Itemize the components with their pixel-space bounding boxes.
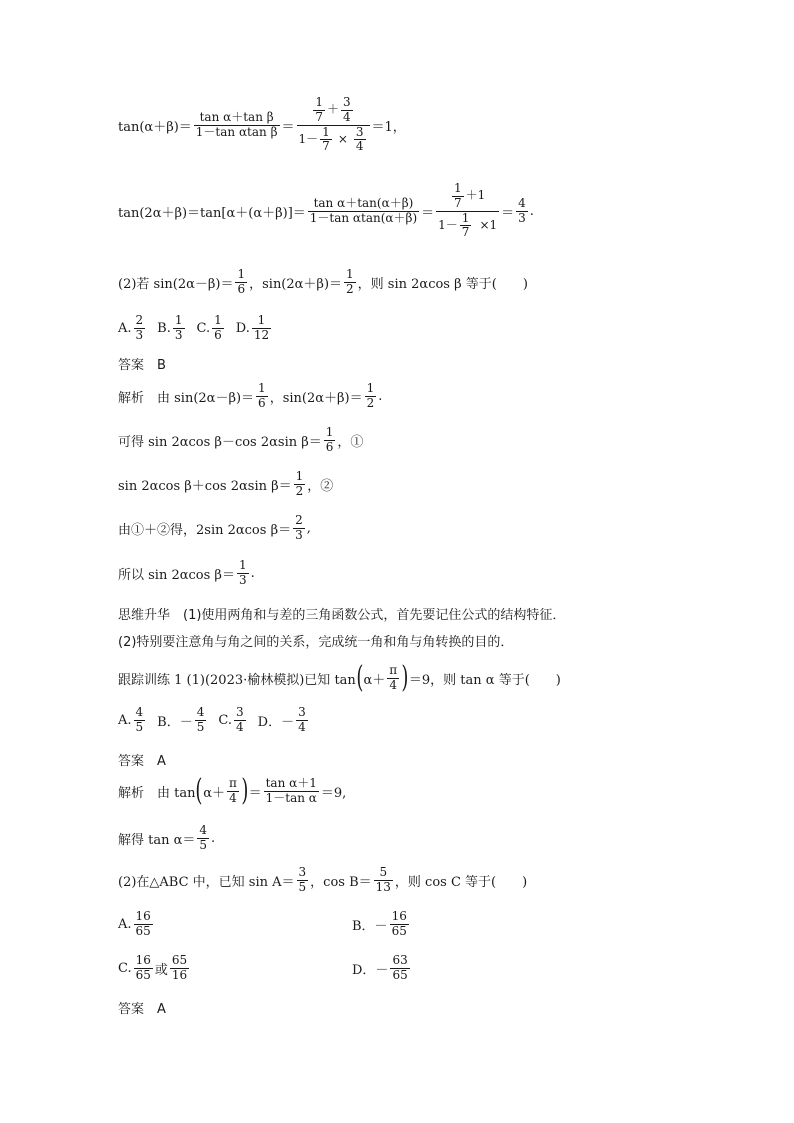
l1-f2-num: $\frac{1}{7}$ ＋ $\frac{3}{4}$ xyxy=(315,95,351,124)
l1-f1-den: 1－tan αtan β xyxy=(195,124,278,139)
option-a[interactable]: A. $\frac{2}{3}$ xyxy=(118,313,144,342)
solution-line-3: sin 2αcos β＋cos 2αsin β＝ $\frac{1}{2}$ ，② xyxy=(118,469,334,498)
ex2-option-c[interactable]: C. $\frac{16}{65}$ 或 $\frac{65}{16}$ xyxy=(118,953,188,982)
l1-fraction-2 xyxy=(297,96,370,154)
l1-lhs: tan(α＋β)＝ xyxy=(118,119,192,135)
think-line-1: 思维升华 (1)使用两角和与差的三角函数公式，首先要记住公式的结构特征． xyxy=(118,608,566,623)
option-d[interactable]: D. $\frac{1}{12}$ xyxy=(235,313,270,342)
l1-f2-den: 1－ $\frac{1}{7}$ × $\frac{3}{4}$ xyxy=(298,124,364,154)
l2-lhs: tan(2α＋β)＝tan[α＋(α＋β)]＝ xyxy=(118,205,306,221)
exercise-1-options xyxy=(118,706,320,735)
equation-line-2: tan(2α＋β)＝tan[α＋(α＋β)]＝ $\frac{\text{tan α＋tan(α＋β)}}{\text{1－tan αtan(α＋β)}}$ ＝ $\frac{1}{7}$ ＋1 1－ $\frac{1}{7}$ ×1 ＝ $\frac{4}{3}$ . xyxy=(118,181,534,240)
l1-eq: ＝ xyxy=(281,119,295,135)
exercise-question-2: (2)在△ABC 中，已知 sin A＝ $\frac{3}{5}$ ，cos B＝ $\frac{5}{13}$ ，则 cos C 等于( ) xyxy=(118,865,528,894)
question-2-options xyxy=(118,314,283,343)
l1-f1-num: tan α＋tan β xyxy=(199,109,274,124)
ex2-option-b[interactable]: B．－ $\frac{16}{65}$ xyxy=(352,909,407,938)
exercise-1: 跟踪训练 1 (1)(2023·榆林模拟)已知 tan ( α＋ $\frac{\pi}{4}$ ) ＝9，则 tan α 等于( ) xyxy=(118,660,561,695)
option-b[interactable]: B. $\frac{1}{3}$ xyxy=(157,313,183,342)
l2-fraction-1: $\frac{\text{tan α＋tan(α＋β)}}{\text{1－tan αtan(α＋β)}}$ xyxy=(309,195,418,225)
ex2-option-d[interactable]: D．－ $\frac{63}{65}$ xyxy=(352,953,408,982)
exercise-solution-1: 解析 由 tan ( α＋ $\frac{\pi}{4}$ ) ＝ $\frac{\text{tan α＋1}}{\text{1－tan α}}$ ＝9, xyxy=(118,773,347,808)
ex2-option-a[interactable]: A. $\frac{16}{65}$ xyxy=(118,909,151,938)
answer-1: 答案 B xyxy=(118,358,166,373)
solution-line-1: 解析 由 sin(2α－β)＝ $\frac{1}{6}$ ，sin(2α＋β)＝ $\frac{1}{2}$ . xyxy=(118,381,383,410)
exercise-question-2-options-row1 xyxy=(118,910,678,939)
ex-option-a[interactable]: A. $\frac{4}{5}$ xyxy=(118,705,144,734)
l1-tail: ＝1， xyxy=(371,119,406,135)
exercise-solution-2: 解得 tan α＝ $\frac{4}{5}$ . xyxy=(118,823,216,852)
solution-line-5: 所以 sin 2αcos β＝ $\frac{1}{3}$ . xyxy=(118,558,255,587)
solution-line-2: 可得 sin 2αcos β－cos 2αsin β＝ $\frac{1}{6}$ ，① xyxy=(118,425,364,454)
l2-fraction-2: $\frac{1}{7}$ ＋1 1－ $\frac{1}{7}$ ×1 xyxy=(438,181,498,240)
l1-fraction-1 xyxy=(194,111,280,140)
solution-line-4: 由①＋②得，2sin 2αcos β＝ $\frac{2}{3}$ , xyxy=(118,513,311,542)
think-line-2: (2)特别要注意角与角之间的关系，完成统一角和角与角转换的目的． xyxy=(118,635,514,650)
exercise-question-2-options-row2 xyxy=(118,954,678,983)
ex-option-d[interactable]: D．－ $\frac{3}{4}$ xyxy=(257,705,306,734)
equation-line-1 xyxy=(118,96,406,154)
question-2: (2)若 sin(2α－β)＝ $\frac{1}{6}$ ，sin(2α＋β)＝ $\frac{1}{2}$ ，则 sin 2αcos β 等于( ) xyxy=(118,267,528,296)
ex-option-b[interactable]: B．－ $\frac{4}{5}$ xyxy=(157,705,205,734)
answer-3: 答案 A xyxy=(118,1002,166,1017)
option-c[interactable]: C. $\frac{1}{6}$ xyxy=(196,313,222,342)
answer-2: 答案 A xyxy=(118,754,166,769)
ex-option-c[interactable]: C. $\frac{3}{4}$ xyxy=(218,705,244,734)
